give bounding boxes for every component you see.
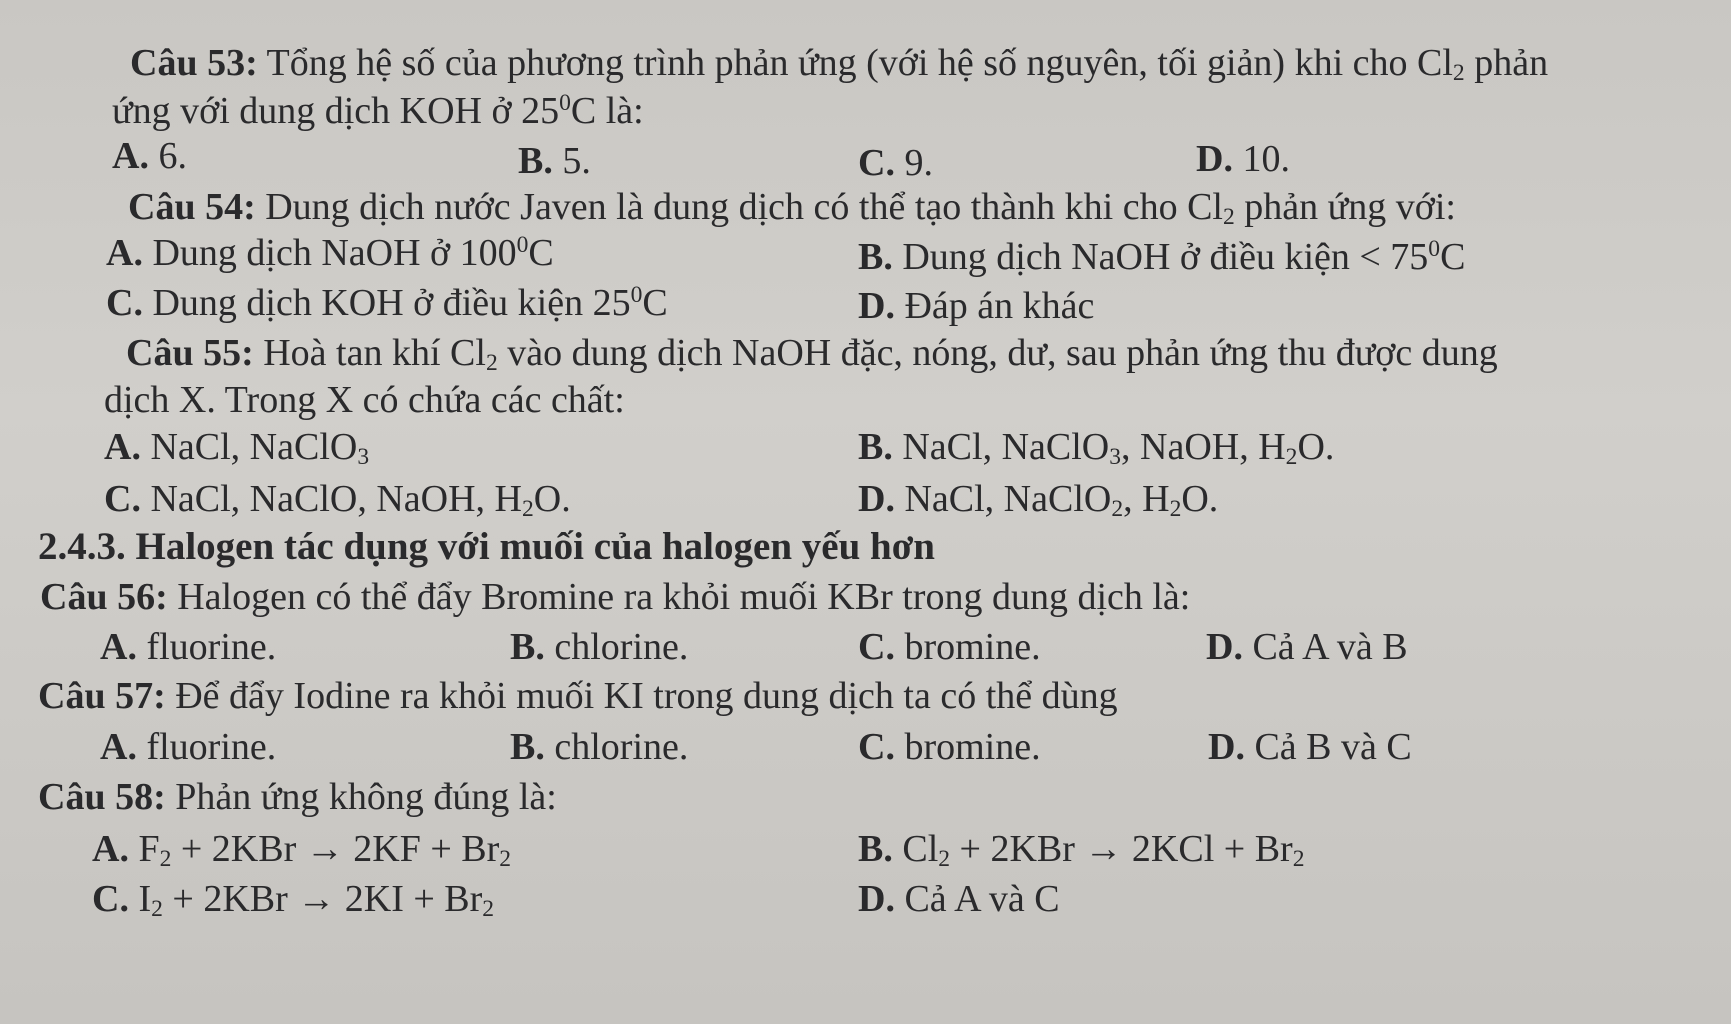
option-text: chlorine. bbox=[544, 726, 689, 768]
option-sub: 2 bbox=[521, 496, 534, 523]
option-sub: 2 bbox=[482, 896, 495, 923]
q55-stem bbox=[126, 330, 1498, 376]
option-text: Cl bbox=[892, 828, 939, 870]
option-letter: C. bbox=[858, 726, 895, 768]
q57-stem bbox=[38, 673, 1118, 719]
q54-sub: 2 bbox=[1223, 204, 1235, 231]
option-text: + 2KBr → 2KCl + Br bbox=[950, 828, 1293, 870]
option-sub: 2 bbox=[1111, 496, 1124, 523]
q53-stem-line2 bbox=[112, 88, 644, 134]
option-letter: B. bbox=[510, 726, 545, 768]
option-sup: 0 bbox=[1428, 236, 1441, 263]
q56-text: Halogen có thể đẩy Bromine ra khỏi muối KBr trong dung dịch là: bbox=[167, 576, 1191, 618]
option-letter: A. bbox=[104, 426, 141, 468]
option-text: NaCl, NaClO bbox=[140, 426, 358, 468]
option-tail: C bbox=[642, 282, 668, 324]
option-text: 6. bbox=[148, 135, 187, 177]
option-letter: D. bbox=[858, 878, 895, 920]
option-text: O. bbox=[1297, 426, 1335, 468]
option-sub: 2 bbox=[1169, 496, 1182, 523]
option-text: NaCl, NaClO, NaOH, H bbox=[140, 478, 522, 520]
q53-line2-b: C là: bbox=[570, 90, 644, 132]
q55-text-a: Hoà tan khí Cl bbox=[253, 332, 486, 374]
q53-text-b: phản bbox=[1464, 42, 1549, 84]
option-text: Dung dịch KOH ở điều kiện 25 bbox=[142, 282, 631, 324]
option-text: fluorine. bbox=[136, 626, 277, 668]
q54-text-a: Dung dịch nước Javen là dung dịch có thể tạo thành khi cho Cl bbox=[255, 186, 1223, 228]
q54-stem bbox=[128, 184, 1456, 230]
option-tail: C bbox=[1440, 236, 1466, 278]
option-sub: 2 bbox=[1285, 444, 1298, 471]
option-text: NaCl, NaClO bbox=[892, 426, 1110, 468]
option-sup: 0 bbox=[516, 232, 529, 259]
option-letter: B. bbox=[858, 426, 893, 468]
option-letter: C. bbox=[92, 878, 129, 920]
section-heading: 2.4.3. Halogen tác dụng với muối của halogen yếu hơn bbox=[38, 525, 935, 568]
option-text: bromine. bbox=[894, 726, 1041, 768]
option-letter: B. bbox=[518, 140, 553, 182]
q57-option-d bbox=[1208, 724, 1412, 770]
option-letter: D. bbox=[858, 478, 895, 520]
option-text: NaCl, NaClO bbox=[894, 478, 1112, 520]
option-text: 10. bbox=[1232, 138, 1290, 180]
option-sup: 0 bbox=[630, 282, 643, 309]
option-text: , NaOH, H bbox=[1121, 426, 1286, 468]
q58-label: Câu 58: bbox=[38, 776, 166, 818]
option-letter: A. bbox=[100, 626, 137, 668]
q57-option-c bbox=[858, 724, 1041, 770]
option-text: Cả A và B bbox=[1242, 626, 1408, 668]
q55-text-b: vào dung dịch NaOH đặc, nóng, dư, sau phản ứng thu được dung bbox=[497, 332, 1498, 374]
q56-stem bbox=[40, 574, 1190, 620]
q55-option-c bbox=[104, 476, 571, 522]
option-letter: A. bbox=[106, 232, 143, 274]
option-sub: 3 bbox=[357, 444, 370, 471]
option-sub: 3 bbox=[1109, 444, 1122, 471]
option-text: Đáp án khác bbox=[894, 285, 1095, 327]
option-text: fluorine. bbox=[136, 726, 277, 768]
q58-stem bbox=[38, 774, 557, 820]
option-sub: 2 bbox=[499, 846, 512, 873]
option-letter: C. bbox=[104, 478, 141, 520]
q58-text: Phản ứng không đúng là: bbox=[165, 776, 557, 818]
option-text: chlorine. bbox=[544, 626, 689, 668]
q57-option-a bbox=[100, 724, 276, 770]
option-letter: C. bbox=[858, 142, 895, 184]
q56-option-b bbox=[510, 624, 688, 670]
option-letter: A. bbox=[112, 135, 149, 177]
q54-option-a bbox=[106, 230, 554, 276]
option-letter: D. bbox=[1196, 138, 1233, 180]
option-sub: 2 bbox=[151, 896, 163, 923]
q54-label: Câu 54: bbox=[128, 186, 256, 228]
q53-option-d bbox=[1196, 136, 1290, 182]
q56-option-c bbox=[858, 624, 1041, 670]
option-sub: 2 bbox=[1292, 846, 1305, 873]
option-text: O. bbox=[533, 478, 571, 520]
option-tail: C bbox=[528, 232, 554, 274]
q54-option-d bbox=[858, 283, 1094, 329]
q56-label: Câu 56: bbox=[40, 576, 168, 618]
option-text: Dung dịch NaOH ở điều kiện < 75 bbox=[892, 236, 1429, 278]
option-text: Dung dịch NaOH ở 100 bbox=[142, 232, 517, 274]
q53-label: Câu 53: bbox=[130, 42, 258, 84]
option-text: bromine. bbox=[894, 626, 1041, 668]
q55-stem-line2 bbox=[104, 377, 625, 423]
option-letter: A. bbox=[92, 828, 129, 870]
q54-option-b bbox=[858, 234, 1465, 280]
option-letter: C. bbox=[858, 626, 895, 668]
option-text: I bbox=[128, 878, 152, 920]
option-text: + 2KBr → 2KF + Br bbox=[171, 828, 500, 870]
q53-text-a: Tổng hệ số của phương trình phản ứng (với hệ số nguyên, tối giản) khi cho Cl bbox=[257, 42, 1453, 84]
q55-option-d bbox=[858, 476, 1218, 522]
option-sub: 2 bbox=[159, 846, 172, 873]
q53-stem bbox=[130, 40, 1548, 86]
option-letter: B. bbox=[510, 626, 545, 668]
q56-option-d bbox=[1206, 624, 1408, 670]
q58-option-d bbox=[858, 876, 1060, 922]
q54-option-c bbox=[106, 280, 668, 326]
q53-option-c bbox=[858, 140, 933, 186]
q57-label: Câu 57: bbox=[38, 675, 166, 717]
option-letter: B. bbox=[858, 236, 893, 278]
option-text: Cả B và C bbox=[1244, 726, 1412, 768]
q58-option-a bbox=[92, 826, 511, 872]
q56-option-a bbox=[100, 624, 276, 670]
option-text: F bbox=[128, 828, 160, 870]
q53-line2-a: ứng với dung dịch KOH ở 25 bbox=[112, 90, 560, 132]
q53-option-a bbox=[112, 133, 187, 179]
q53-sub: 2 bbox=[1452, 60, 1465, 87]
q53-option-b bbox=[518, 138, 591, 184]
q58-option-b bbox=[858, 826, 1304, 872]
option-text: 9. bbox=[894, 142, 933, 184]
option-letter: D. bbox=[858, 285, 895, 327]
option-letter: A. bbox=[100, 726, 137, 768]
option-text: O. bbox=[1181, 478, 1219, 520]
option-text: 5. bbox=[552, 140, 591, 182]
q55-option-a bbox=[104, 424, 369, 470]
option-letter: D. bbox=[1206, 626, 1243, 668]
option-sub: 2 bbox=[938, 846, 951, 873]
option-letter: B. bbox=[858, 828, 893, 870]
q55-sub: 2 bbox=[485, 350, 498, 377]
q58-option-c bbox=[92, 876, 494, 922]
option-text: , H bbox=[1123, 478, 1170, 520]
option-text: + 2KBr → 2KI + Br bbox=[162, 878, 483, 920]
q57-text: Để đẩy Iodine ra khỏi muối KI trong dung dịch ta có thể dùng bbox=[165, 675, 1118, 717]
q53-sup: 0 bbox=[559, 90, 571, 117]
option-text: Cả A và C bbox=[894, 878, 1060, 920]
option-letter: D. bbox=[1208, 726, 1245, 768]
q55-label: Câu 55: bbox=[126, 332, 254, 374]
q55-option-b bbox=[858, 424, 1334, 470]
q57-option-b bbox=[510, 724, 688, 770]
q55-line2: dịch X. Trong X có chứa các chất: bbox=[104, 379, 625, 421]
option-letter: C. bbox=[106, 282, 143, 324]
q54-text-b: phản ứng với: bbox=[1234, 186, 1456, 228]
